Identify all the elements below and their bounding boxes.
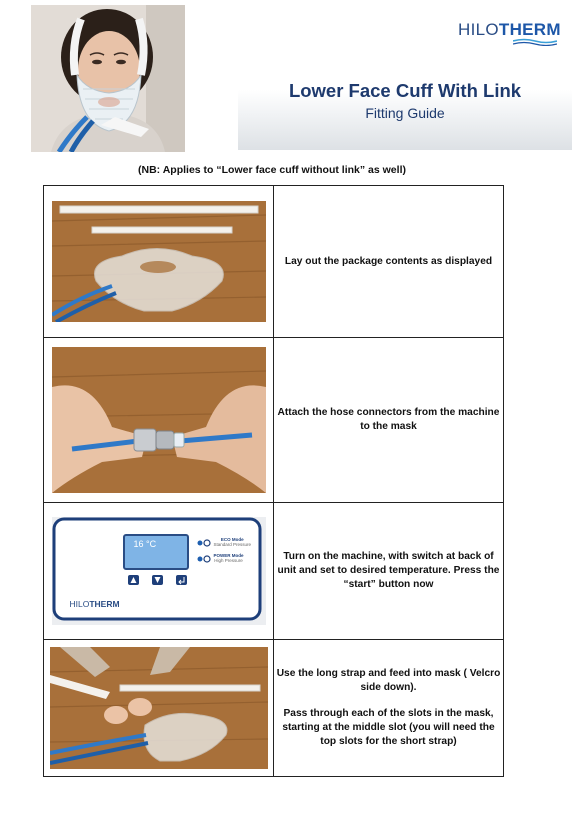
step-3-text: Turn on the machine, with switch at back of unit and set to desired temperature. Press the “start” button now bbox=[274, 503, 504, 640]
step-1-text: Lay out the package contents as displayed bbox=[274, 186, 504, 338]
step-row-2 bbox=[44, 338, 504, 503]
eco-mode-title: ECO Mode bbox=[220, 537, 244, 542]
power-mode-label bbox=[214, 553, 244, 563]
machine-logo-prefix: HILO bbox=[69, 599, 90, 609]
hose-connectors-image bbox=[52, 347, 266, 493]
step-row-4 bbox=[44, 640, 504, 777]
eco-mode-subtitle: Standard Pressure bbox=[213, 542, 252, 547]
hero-photo bbox=[31, 5, 185, 152]
step-1-image-cell bbox=[44, 186, 274, 338]
package-contents-image bbox=[52, 201, 266, 322]
step-4-text-1: Use the long strap and feed into mask ( Velcro side down). bbox=[276, 668, 501, 693]
brand-suffix: THERM bbox=[498, 20, 561, 39]
step-row-1 bbox=[44, 186, 504, 338]
page-title: Lower Face Cuff With Link bbox=[288, 80, 522, 101]
brand-logo bbox=[458, 20, 561, 40]
step-4-image-cell bbox=[44, 640, 274, 777]
step-2-image-cell bbox=[44, 338, 274, 503]
power-mode-subtitle: High Pressure bbox=[214, 558, 243, 563]
page-subtitle: Fitting Guide bbox=[365, 105, 445, 121]
fitting-steps-table bbox=[43, 185, 504, 777]
eco-mode-label bbox=[214, 537, 252, 547]
step-row-3 bbox=[44, 503, 504, 640]
machine-control-panel-image bbox=[52, 517, 266, 625]
machine-logo-suffix: THERM bbox=[89, 599, 120, 609]
brand-swoosh-icon bbox=[513, 38, 557, 46]
machine-logo bbox=[70, 599, 120, 609]
applicability-note: (NB: Applies to “Lower face cuff without link” as well) bbox=[138, 164, 406, 176]
brand-prefix: HILO bbox=[458, 20, 499, 39]
step-2-text: Attach the hose connectors from the machine to the mask bbox=[274, 338, 504, 503]
woman-wearing-face-cuff-image bbox=[31, 5, 185, 152]
step-3-image-cell bbox=[44, 503, 274, 640]
feed-long-strap-image bbox=[50, 647, 268, 769]
power-mode-title: POWER Mode bbox=[213, 553, 244, 558]
step-4-text-cell bbox=[274, 640, 504, 777]
temperature-readout: 16 °C bbox=[133, 539, 157, 549]
step-4-text-2: Pass through each of the slots in the mask, starting at the middle slot (you will need the top slots for the short strap) bbox=[282, 708, 495, 747]
enter-button-icon bbox=[176, 575, 187, 585]
step-4-text-gap bbox=[274, 695, 503, 707]
